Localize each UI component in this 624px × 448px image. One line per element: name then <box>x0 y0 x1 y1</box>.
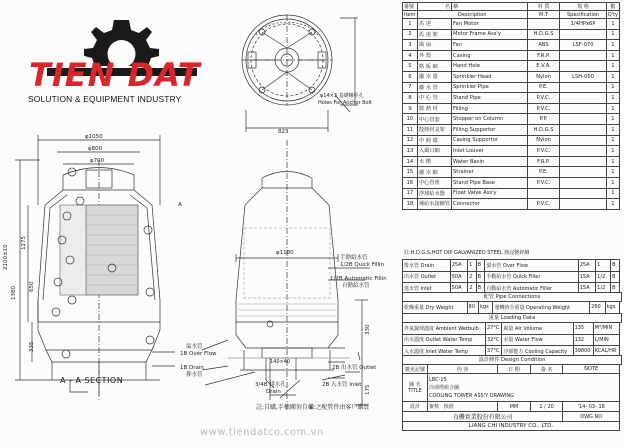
overflow-cn: 溢水管 <box>186 344 203 350</box>
dim-335: 335 <box>29 341 35 352</box>
part-qty: 1 <box>606 188 619 199</box>
anchor-note-cn: φ14×3 基礎螺栓孔 <box>320 93 364 99</box>
hdr-no: 番號 <box>403 3 418 11</box>
design-table <box>402 322 620 358</box>
part-spec <box>560 114 606 125</box>
part-spec: LSH-050 <box>560 71 606 82</box>
part-no: 2 <box>403 29 418 40</box>
part-cn: 中心管座 <box>417 177 451 188</box>
design-row <box>403 323 620 335</box>
approved-label: 核准 <box>443 404 454 410</box>
title-block <box>402 364 620 431</box>
part-en: Stand Pipe Base <box>452 177 528 188</box>
design-cell: 39800 <box>573 346 593 358</box>
company-cn: 良機實業股份有限公司 <box>403 412 563 422</box>
pipe-cell: 50A <box>450 283 467 295</box>
part-mt: ABS <box>527 40 560 51</box>
pipe-cell: 進水管 Inlet <box>403 283 451 295</box>
table-row <box>403 19 620 30</box>
checked-label: 審核 <box>428 404 439 410</box>
design-row <box>403 334 620 346</box>
part-en: Stand Pipe <box>452 93 528 104</box>
part-cn: 中心管套 <box>417 114 451 125</box>
part-qty: 1 <box>606 93 619 104</box>
part-spec <box>560 156 606 167</box>
dim-330: 330 <box>365 324 371 335</box>
part-mt: H.D.G.S <box>527 29 560 40</box>
auto-fill-cn: 自動給水管 <box>342 283 370 289</box>
pipe-cell: 50A <box>450 271 467 283</box>
table-row <box>403 40 620 51</box>
part-no: 10 <box>403 114 418 125</box>
rev-date: 日 期 <box>498 365 531 374</box>
part-no: 14 <box>403 156 418 167</box>
table-row <box>403 82 620 93</box>
pipe-cell: B <box>476 260 485 272</box>
drain-en: 1B Drain <box>180 365 204 371</box>
part-spec <box>560 82 606 93</box>
part-no: 11 <box>403 124 418 135</box>
pipe-cell: 自動給水管 Automatic Filler <box>485 283 578 295</box>
part-spec <box>560 188 606 199</box>
part-mt: E.V.A. <box>527 61 560 72</box>
website-watermark: www.tiendatco.com.vn <box>200 427 324 438</box>
design-cell: 37°C <box>486 346 502 358</box>
drain-hole-label: 3/4B 排水孔 <box>255 382 286 388</box>
part-no: 1 <box>403 19 418 30</box>
table-row <box>403 146 620 157</box>
auto-fill-en: 1/2B Automatic Fillin <box>330 276 387 282</box>
load-cell: 80 <box>467 302 479 314</box>
pipe-cell: 2 <box>468 271 476 283</box>
design-cell: M³/MIN <box>593 323 619 335</box>
drain-cn: 排水管 <box>186 372 203 378</box>
part-cn: 濾 水 網 <box>417 167 451 178</box>
bottom-size: 140×40 <box>270 359 291 365</box>
load-cell: 260 <box>590 302 605 314</box>
load-band: 重量 Loading Data <box>402 313 622 323</box>
load-cell: kgs <box>605 302 619 314</box>
design-cell: 32°C <box>486 334 502 346</box>
part-spec <box>560 177 606 188</box>
hdr-spec-en: Specification <box>560 11 606 19</box>
part-en: Filling Supportor <box>452 124 528 135</box>
dim-1180: φ1180 <box>276 250 294 256</box>
part-cn: 中 心 管 <box>417 93 451 104</box>
inlet-label: 2B 入水管 Inlet <box>322 382 362 388</box>
pipe-table <box>402 259 620 295</box>
load-cell: kgs <box>479 302 493 314</box>
hdr-item: Item <box>404 11 416 18</box>
note-1: 註:自購,手槍閥須自備 <box>256 404 314 411</box>
part-en: Inlet Louver <box>452 146 528 157</box>
dwg-no-label: DWG NO <box>563 412 620 422</box>
part-mt: P.P. <box>527 114 560 125</box>
dim-800: φ800 <box>88 146 103 152</box>
part-qty: 1 <box>606 103 619 114</box>
table-row <box>403 135 620 146</box>
part-qty: 1 <box>606 146 619 157</box>
load-row <box>403 302 620 314</box>
part-qty: 1 <box>606 114 619 125</box>
part-qty: 1 <box>606 71 619 82</box>
part-mt <box>527 19 560 30</box>
part-en: Stopper on Column <box>452 114 528 125</box>
rev-mark: 變更記號 <box>403 365 428 374</box>
part-no: 6 <box>403 71 418 82</box>
dim-height-total: 2100±10 <box>3 244 9 270</box>
pipe-cell: 1 <box>468 260 476 272</box>
design-cell: 入水溫度 Inlet Water Temp <box>403 346 486 358</box>
table-row <box>403 71 620 82</box>
part-no: 17 <box>403 188 418 199</box>
part-no: 16 <box>403 177 418 188</box>
company-en: LIANG CHI INDUSTRY CO., LTD. <box>403 422 620 431</box>
pipe-row <box>403 260 620 272</box>
part-cn: 馬 達 架 <box>417 29 451 40</box>
section-view <box>15 135 175 400</box>
table-row <box>403 50 620 61</box>
part-en: Filling <box>452 103 528 114</box>
quick-fill-en: 1/2B Quick Fillin <box>340 262 385 268</box>
part-mt: P.V.C. <box>527 93 560 104</box>
part-qty: 1 <box>606 135 619 146</box>
part-mt: P.V.C. <box>527 103 560 114</box>
pipe-cell: B <box>611 271 620 283</box>
pipe-cell: 出水管 Outlet <box>403 271 451 283</box>
hdr-desc: Description <box>417 11 527 19</box>
part-no: 3 <box>403 40 418 51</box>
model-name: LBC-15 <box>428 376 447 383</box>
part-spec <box>560 103 606 114</box>
part-no: 12 <box>403 135 418 146</box>
dim-650: 650 <box>29 281 35 292</box>
pipe-cell: 15A <box>578 271 595 283</box>
part-qty: 1 <box>606 167 619 178</box>
part-mt: P.E. <box>527 167 560 178</box>
hdr-qty-en: Q'ty <box>607 11 618 18</box>
plan-view <box>242 15 358 132</box>
pipe-cell: 溢水管 Over Flow <box>485 260 578 272</box>
scale: 1 / 20 <box>530 402 563 412</box>
part-spec: LSF-070 <box>560 40 606 51</box>
part-no: 7 <box>403 82 418 93</box>
dim-823: 823 <box>278 129 289 135</box>
rev-sign: 簽 名 <box>530 365 563 374</box>
dim-1050: φ1050 <box>85 134 103 140</box>
table-row <box>403 156 620 167</box>
dim-1380: 1380 <box>11 286 17 300</box>
part-en: Casing Supportor <box>452 135 528 146</box>
part-no: 9 <box>403 103 418 114</box>
table-row <box>403 103 620 114</box>
part-cn: 水 槽 <box>417 156 451 167</box>
rev-content: 內 容 <box>427 365 497 374</box>
part-mt: P.V.C. <box>527 199 560 210</box>
part-spec: 1/4HPx6P <box>560 19 606 30</box>
part-spec <box>560 135 606 146</box>
part-qty: 1 <box>606 156 619 167</box>
part-spec <box>560 146 606 157</box>
hdr-spec: 規 格 <box>560 3 606 11</box>
title-cn: 冷卻塔組合圖 <box>428 384 459 391</box>
part-en: Strainer <box>452 167 528 178</box>
hdr-name1: 名 <box>417 3 451 11</box>
part-qty: 1 <box>606 61 619 72</box>
pipe-cell: 25A <box>578 260 595 272</box>
part-no: 5 <box>403 61 418 72</box>
part-mt: P.V.C. <box>527 146 560 157</box>
pipe-band: 配管 Pipe Connections <box>402 292 622 302</box>
load-cell: 運轉時全重量 Operating Weight <box>493 302 590 314</box>
dim-175: 175 <box>365 384 371 395</box>
part-no: 15 <box>403 167 418 178</box>
dim-700: φ700 <box>90 158 105 164</box>
part-mt: Nylon <box>527 135 560 146</box>
part-cn: 馬 達 <box>417 19 451 30</box>
part-qty: 1 <box>606 19 619 30</box>
part-no: 13 <box>403 146 418 157</box>
pipe-cell: B <box>476 283 485 295</box>
part-en: Connector <box>452 199 528 210</box>
part-spec <box>560 124 606 135</box>
part-cn: 風 扇 <box>417 40 451 51</box>
part-mt: H.D.G.S <box>527 124 560 135</box>
parts-header-row <box>403 3 620 11</box>
title-en: COOLING TOWER ASS'Y DRAWING <box>428 392 515 399</box>
galv-note: 註:H.D.G.S:HOT DIP GALVANIZED STEEL 熱浸鍍鋅鋼 <box>404 250 530 256</box>
part-spec <box>560 199 606 210</box>
pipe-row <box>403 271 620 283</box>
part-spec <box>560 61 606 72</box>
design-cell: 135 <box>573 323 593 335</box>
company-logo <box>25 18 220 120</box>
part-qty: 1 <box>606 177 619 188</box>
part-cn: 散熱材支架 <box>417 124 451 135</box>
pipe-cell: 1 <box>596 260 611 272</box>
pipe-cell: 手動給水管 Quick Filler <box>485 271 578 283</box>
design-cell: 外氣濕球溫度 Ambient Wetbulb <box>403 323 486 335</box>
part-qty: 1 <box>606 82 619 93</box>
logo-brand-text: TIEN DAT <box>29 56 201 94</box>
section-mark-top: A <box>178 202 182 208</box>
design-cell: 132 <box>573 334 593 346</box>
pipe-cell: 15A <box>578 283 595 295</box>
part-mt: F.R.P. <box>527 50 560 61</box>
load-cell: 乾燥重量 Dry Weight <box>403 302 468 314</box>
table-row <box>403 167 620 178</box>
part-cn: 外 殼 <box>417 50 451 61</box>
logo-tagline: SOLUTION & EQUIPMENT INDUSTRY <box>28 94 182 104</box>
design-cell: L/MIN <box>593 334 619 346</box>
rev-note: NOTE <box>563 365 620 374</box>
parts-table <box>402 2 620 210</box>
part-cn: 格 板 網 <box>417 61 451 72</box>
table-row <box>403 61 620 72</box>
part-en: Float Valve Ass'y <box>452 188 528 199</box>
note-2: ②:之配管件由客户購買 <box>308 404 370 411</box>
part-qty: 1 <box>606 29 619 40</box>
unit-mm: MM <box>498 402 531 412</box>
table-row <box>403 124 620 135</box>
pipe-cell: 1/2 <box>596 283 611 295</box>
quick-fill-cn: 手動給水管 <box>340 255 368 261</box>
part-spec <box>560 93 606 104</box>
design-cell: 27°C <box>486 323 502 335</box>
part-en: Fan Motor <box>452 19 528 30</box>
design-cell: 風量 Air Volume <box>502 323 573 335</box>
part-no: 8 <box>403 93 418 104</box>
part-en: Fan <box>452 40 528 51</box>
table-row <box>403 114 620 125</box>
part-en: Hand Hole <box>452 61 528 72</box>
part-cn: 散 熱 材 <box>417 103 451 114</box>
outlet-label: 2B 出水管 Outlet <box>332 365 377 371</box>
part-qty: 1 <box>606 124 619 135</box>
hdr-mt: 材 質 <box>527 3 560 11</box>
design-cell: 冷卻能力 Cooling Capacity <box>502 346 573 358</box>
part-no: 4 <box>403 50 418 61</box>
part-mt: F.R.P. <box>527 156 560 167</box>
part-spec <box>560 29 606 40</box>
part-mt: P.V.C. <box>527 177 560 188</box>
part-en: Casing <box>452 50 528 61</box>
drain-hole-en: Drain <box>266 389 281 395</box>
part-spec <box>560 167 606 178</box>
part-mt <box>527 188 560 199</box>
date: '14- 03- 18 <box>563 402 620 412</box>
parts-header-row-en <box>403 11 620 19</box>
design-cell: 水量 Water Flow <box>502 334 573 346</box>
pipe-cell: 1/2 <box>596 271 611 283</box>
hdr-mt-en: M.T <box>527 11 560 19</box>
table-row <box>403 93 620 104</box>
load-table <box>402 301 620 314</box>
table-row <box>403 199 620 210</box>
part-qty: 1 <box>606 50 619 61</box>
pipe-cell: 排水管 Drain <box>403 260 451 272</box>
section-title: A - A SECTION <box>60 376 124 385</box>
design-band: 設計條件 Design Condition <box>402 355 622 365</box>
table-row <box>403 188 620 199</box>
part-spec <box>560 50 606 61</box>
part-en: Sprinkler Pipe <box>452 82 528 93</box>
design-cell: KCAL/HR <box>593 346 619 358</box>
anchor-note-en: Holes For Anchor Bolt <box>318 100 372 106</box>
design-cell: 出水溫度 Outlet Water Temp <box>403 334 486 346</box>
design-label: 設計 <box>403 402 428 412</box>
pipe-cell: B <box>476 271 485 283</box>
part-en: Motor Frame Ass'y <box>452 29 528 40</box>
table-row <box>403 177 620 188</box>
hdr-name2: 稱 <box>452 3 528 11</box>
pipe-cell: 2 <box>468 283 476 295</box>
part-cn: 浮球給水器 <box>417 188 451 199</box>
part-mt: P.E. <box>527 82 560 93</box>
dim-1275: 1275 <box>21 236 27 250</box>
title-label: 圖 名 TITLE <box>403 374 428 402</box>
pipe-cell: 25A <box>450 260 467 272</box>
part-cn: 灑 水 管 <box>417 82 451 93</box>
part-cn: 入風口網 <box>417 146 451 157</box>
pipe-cell: B <box>611 260 620 272</box>
pipe-cell: B <box>611 283 620 295</box>
overflow-en: 1B Over Flow <box>180 351 217 357</box>
part-cn: 灑 水 器 <box>417 71 451 82</box>
hdr-qty: 數 <box>606 3 619 11</box>
part-qty: 1 <box>606 40 619 51</box>
part-cn: 補給水接續管 <box>417 199 451 210</box>
part-cn: 中 間 環 <box>417 135 451 146</box>
part-en: Sprinkler Head <box>452 71 528 82</box>
part-no: 18 <box>403 199 418 210</box>
part-mt: Nylon <box>527 71 560 82</box>
part-qty: 1 <box>606 199 619 210</box>
part-en: Water Basin <box>452 156 528 167</box>
table-row <box>403 29 620 40</box>
